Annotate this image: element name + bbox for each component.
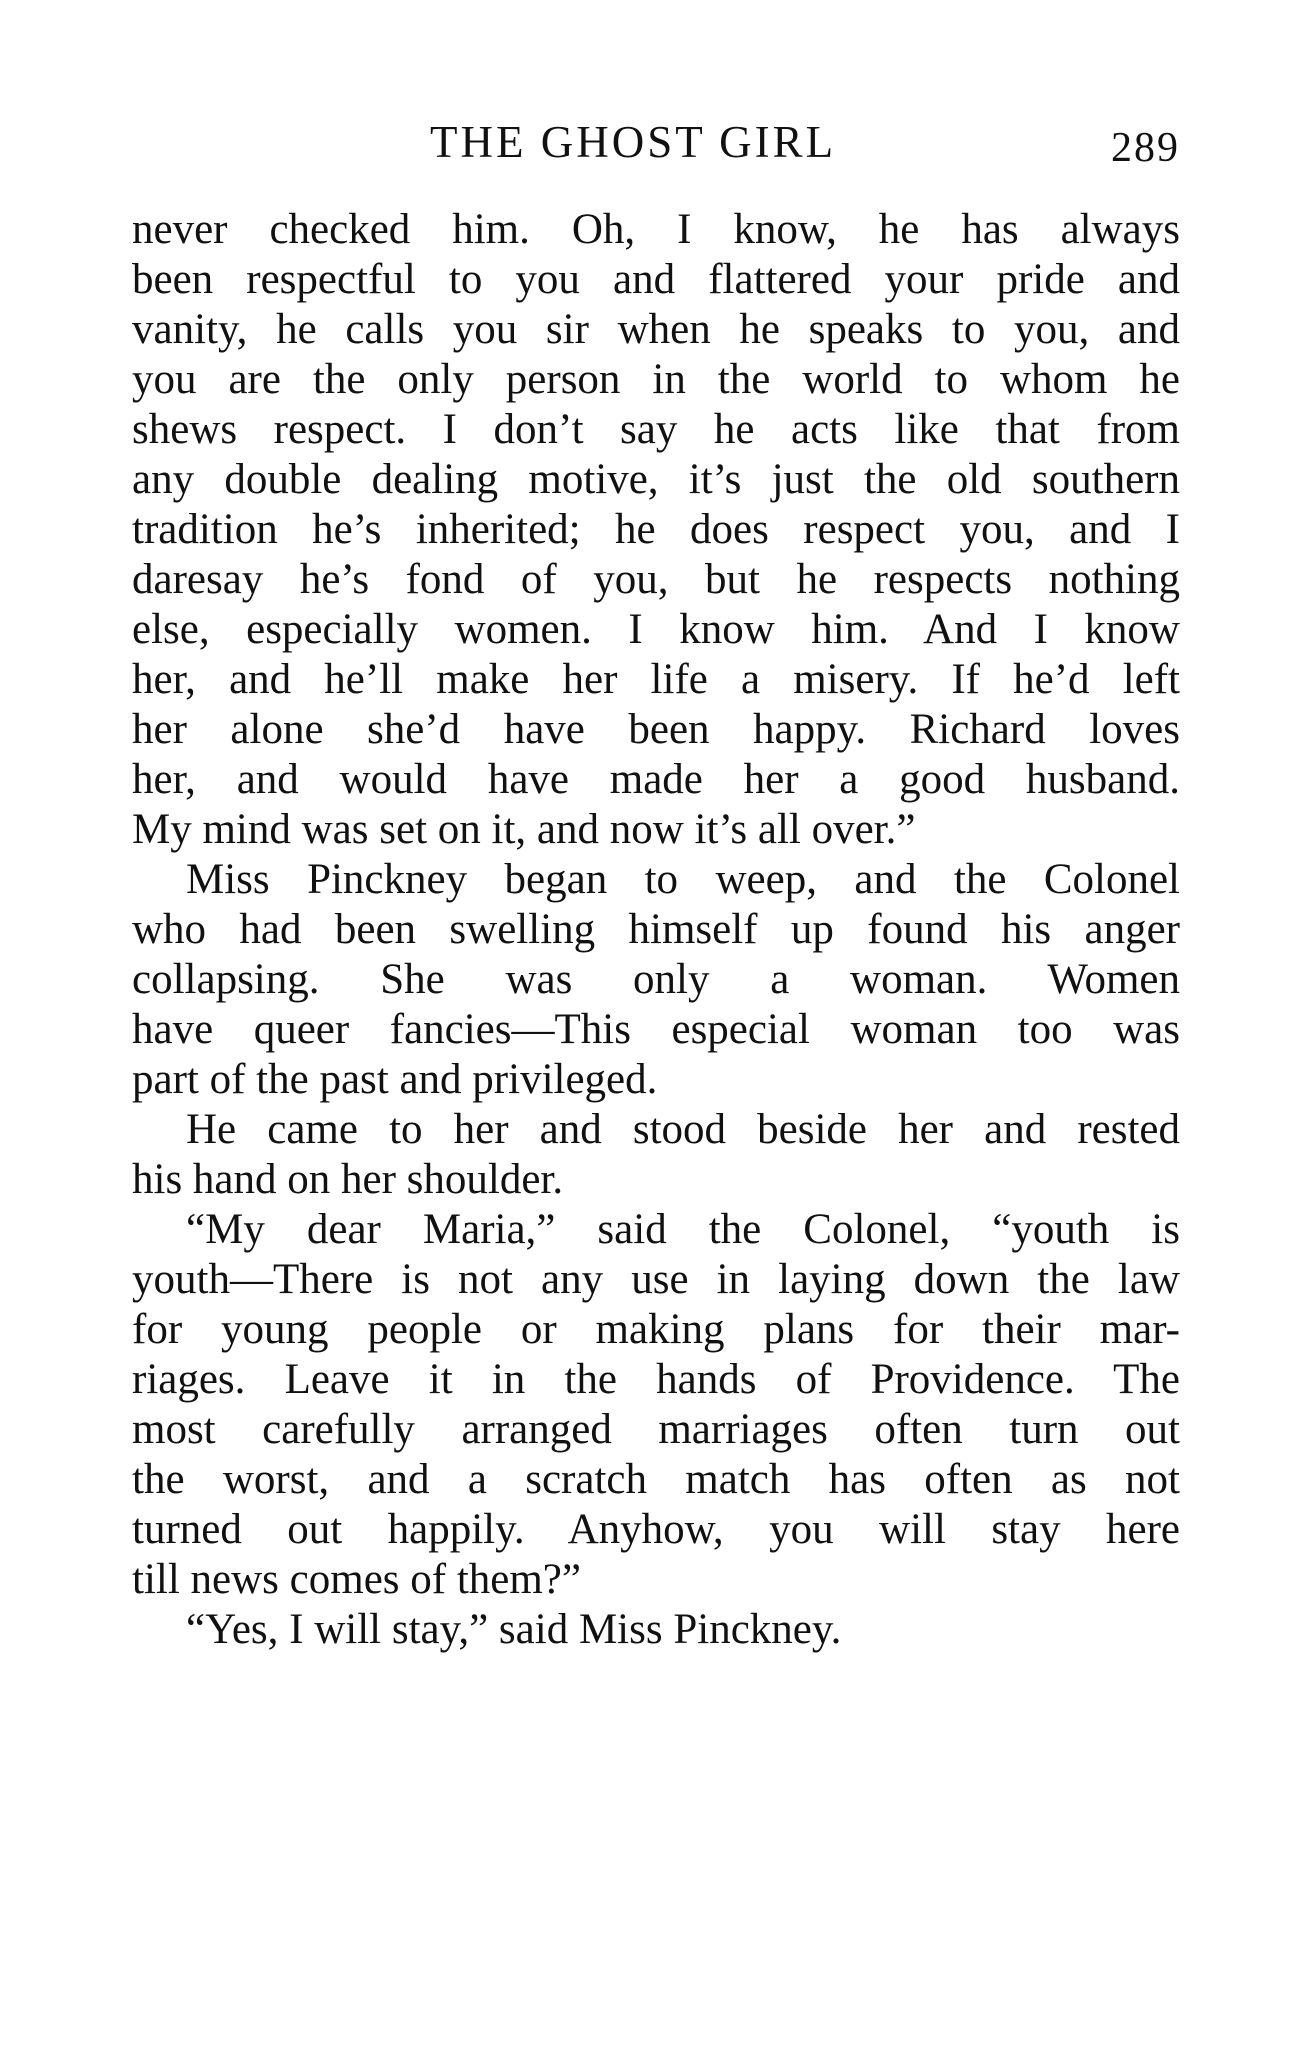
text-line: her, and he’ll make her life a misery. If he’d left	[132, 656, 1180, 703]
text-line: who had been swelling himself up found his anger	[132, 906, 1180, 953]
text-line: the worst, and a scratch match has often as not	[132, 1456, 1180, 1503]
running-head	[130, 112, 1180, 172]
text-line: for young people or making plans for their mar-	[132, 1306, 1180, 1353]
text-line: My mind was set on it, and now it’s all over.”	[132, 806, 916, 853]
text-line: till news comes of them?”	[132, 1556, 581, 1603]
text-line: have queer fancies—This especial woman too was	[132, 1006, 1180, 1053]
text-line: shews respect. I don’t say he acts like that from	[132, 406, 1180, 453]
text-line: vanity, he calls you sir when he speaks to you, and	[132, 306, 1180, 353]
text-line: tradition he’s inherited; he does respect you, and I	[132, 506, 1180, 553]
text-line: never checked him. Oh, I know, he has always	[132, 206, 1180, 253]
text-line: youth—There is not any use in laying down the law	[132, 1256, 1180, 1303]
text-line: been respectful to you and flattered your pride and	[132, 256, 1180, 303]
body-text	[132, 205, 1180, 1655]
running-title: THE GHOST GIRL	[430, 117, 837, 167]
text-line: Miss Pinckney began to weep, and the Colonel	[186, 856, 1180, 903]
text-line: most carefully arranged marriages often turn out	[132, 1406, 1180, 1453]
text-line: part of the past and privileged.	[132, 1056, 658, 1103]
text-line: her, and would have made her a good husband.	[132, 756, 1180, 803]
text-line: any double dealing motive, it’s just the old southern	[132, 456, 1180, 503]
text-line: collapsing. She was only a woman. Women	[132, 956, 1180, 1003]
text-line: daresay he’s fond of you, but he respects nothing	[132, 556, 1180, 603]
page-number: 289	[1111, 125, 1180, 171]
text-line: riages. Leave it in the hands of Providence. The	[132, 1356, 1180, 1403]
text-line: else, especially women. I know him. And I know	[132, 606, 1180, 653]
text-line: “Yes, I will stay,” said Miss Pinckney.	[186, 1606, 842, 1653]
text-line: his hand on her shoulder.	[132, 1156, 564, 1203]
text-line: you are the only person in the world to whom he	[132, 356, 1180, 403]
text-line: her alone she’d have been happy. Richard loves	[132, 706, 1180, 753]
text-line: turned out happily. Anyhow, you will stay here	[132, 1506, 1180, 1553]
text-line: He came to her and stood beside her and rested	[186, 1106, 1180, 1153]
text-line: “My dear Maria,” said the Colonel, “youth is	[186, 1206, 1180, 1253]
